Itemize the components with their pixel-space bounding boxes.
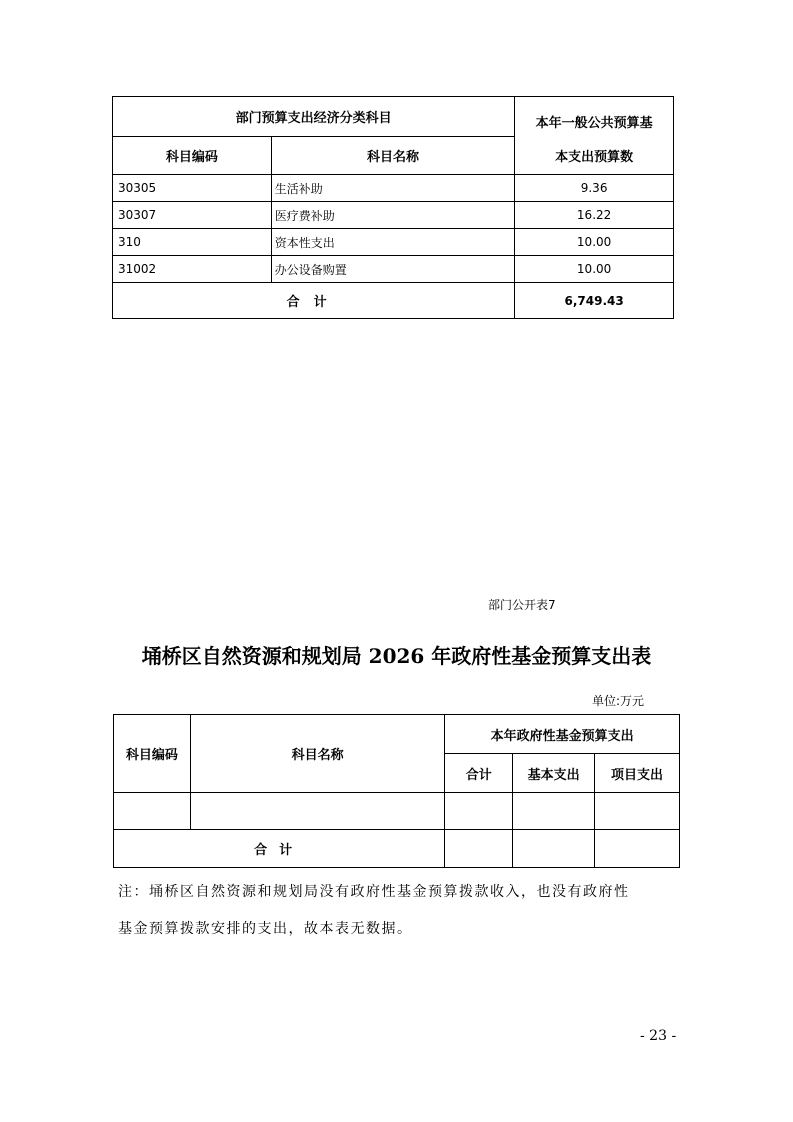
table-row (113, 229, 674, 256)
empty-cell (445, 793, 513, 830)
row-amount: 10.00 (515, 229, 674, 256)
unit-label: 单位:万元 (592, 694, 645, 708)
total-label: 合计 (113, 283, 515, 319)
row-name: 生活补助 (271, 175, 514, 202)
row-name: 资本性支出 (271, 229, 514, 256)
page-number: - 23 - (640, 1028, 677, 1044)
sub-basic-header: 基本支出 (513, 754, 595, 793)
total-row (114, 830, 680, 868)
col-code-header: 科目编码 (113, 137, 272, 175)
empty-cell (190, 793, 445, 830)
empty-cell (595, 830, 680, 868)
row-name: 办公设备购置 (271, 256, 514, 283)
page-title: 埇桥区自然资源和规划局 2026 年政府性基金预算支出表 (141, 644, 652, 668)
empty-cell (114, 793, 191, 830)
row-amount: 9.36 (515, 175, 674, 202)
row-code: 310 (113, 229, 272, 256)
government-fund-table (113, 714, 680, 868)
total-amount: 6,749.43 (515, 283, 674, 319)
empty-cell (445, 830, 513, 868)
row-code: 31002 (113, 256, 272, 283)
note-line-2: 基金预算拨款安排的支出，故本表无数据。 (118, 921, 413, 937)
empty-cell (595, 793, 680, 830)
sub-project-header: 项目支出 (595, 754, 680, 793)
table-row (114, 793, 680, 830)
total-label: 合计 (114, 830, 445, 868)
total-row (113, 283, 674, 319)
header-amount-line1: 本年一般公共预算基 (515, 97, 674, 137)
row-amount: 16.22 (515, 202, 674, 229)
header-group: 部门预算支出经济分类科目 (113, 97, 515, 137)
note-line-1: 注：埇桥区自然资源和规划局没有政府性基金预算拨款收入，也没有政府性 (118, 884, 630, 900)
empty-cell (513, 793, 595, 830)
table-row (113, 256, 674, 283)
header-amount-line2: 本支出预算数 (515, 137, 674, 175)
col-name-header: 科目名称 (271, 137, 514, 175)
row-amount: 10.00 (515, 256, 674, 283)
sub-total-header: 合计 (445, 754, 513, 793)
empty-cell (513, 830, 595, 868)
economic-classification-table (112, 96, 674, 319)
row-code: 30305 (113, 175, 272, 202)
group-header: 本年政府性基金预算支出 (445, 715, 680, 754)
row-code: 30307 (113, 202, 272, 229)
table-row (113, 175, 674, 202)
row-name: 医疗费补助 (271, 202, 514, 229)
table-row (113, 202, 674, 229)
table-id-label: 部门公开表7 (488, 598, 556, 612)
col-code-header: 科目编码 (114, 715, 191, 793)
col-name-header: 科目名称 (190, 715, 445, 793)
